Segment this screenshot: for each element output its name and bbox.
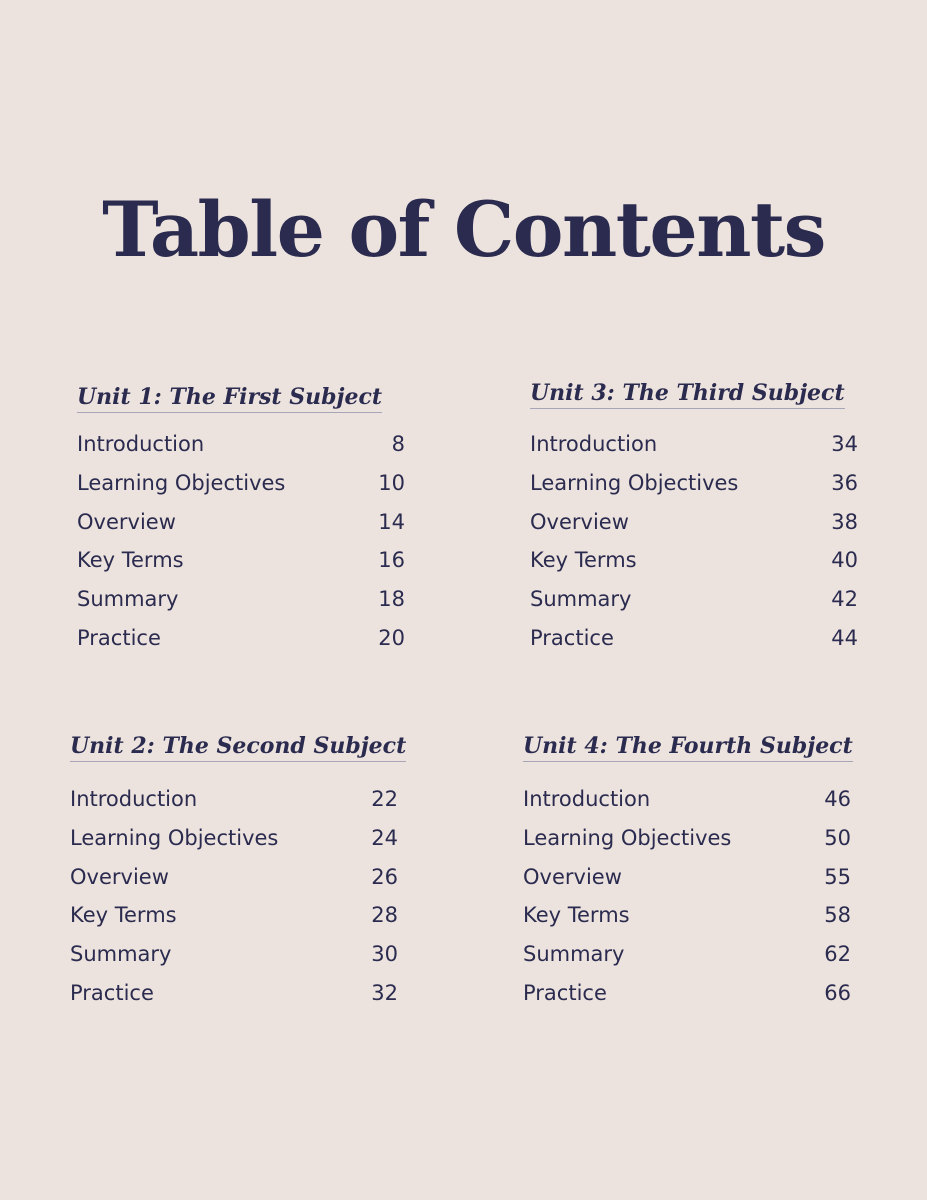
entry-label: Practice (523, 980, 607, 1005)
toc-entry[interactable] (70, 780, 398, 819)
page-title: Table of Contents (102, 185, 825, 274)
entry-page-number: 58 (824, 903, 851, 928)
entry-label: Learning Objectives (523, 825, 732, 850)
entry-label: Learning Objectives (530, 470, 739, 495)
unit-4-heading: Unit 4: The Fourth Subject (523, 731, 853, 762)
entry-label: Learning Objectives (70, 825, 279, 850)
entry-label: Introduction (70, 787, 198, 811)
entry-label: Introduction (523, 787, 651, 811)
toc-entry[interactable] (523, 935, 851, 974)
entry-label: Summary (77, 587, 179, 612)
toc-entry[interactable] (523, 896, 851, 935)
unit-2-entries (70, 780, 398, 1013)
entry-page-number: 50 (824, 825, 851, 850)
entry-page-number: 8 (391, 432, 405, 456)
entry-page-number: 32 (371, 980, 398, 1005)
toc-entry[interactable] (530, 580, 858, 619)
entry-label: Key Terms (70, 903, 177, 928)
toc-entry[interactable] (77, 619, 405, 658)
entry-label: Learning Objectives (77, 470, 286, 495)
toc-entry[interactable] (77, 503, 405, 542)
toc-entry[interactable] (70, 819, 398, 858)
toc-entry[interactable] (523, 819, 851, 858)
entry-page-number: 38 (831, 509, 858, 534)
toc-entry[interactable] (530, 503, 858, 542)
entry-page-number: 30 (371, 942, 398, 967)
entry-page-number: 55 (824, 864, 851, 889)
toc-entry[interactable] (77, 464, 405, 503)
unit-3-heading: Unit 3: The Third Subject (530, 378, 845, 409)
entry-label: Practice (70, 980, 154, 1005)
entry-page-number: 42 (831, 587, 858, 612)
unit-2-section (70, 731, 407, 1013)
toc-entry[interactable] (70, 896, 398, 935)
entry-label: Introduction (530, 432, 658, 456)
entry-page-number: 28 (371, 903, 398, 928)
entry-page-number: 34 (831, 432, 858, 456)
entry-page-number: 24 (371, 825, 398, 850)
unit-4-section (523, 731, 851, 1013)
entry-label: Key Terms (523, 903, 630, 928)
entry-label: Overview (77, 509, 176, 534)
entry-page-number: 14 (378, 509, 405, 534)
unit-4-entries (523, 780, 851, 1013)
entry-page-number: 26 (371, 864, 398, 889)
toc-entry[interactable] (523, 974, 851, 1013)
entry-page-number: 18 (378, 587, 405, 612)
toc-entry[interactable] (530, 464, 858, 503)
toc-entry[interactable] (530, 425, 858, 464)
entry-label: Summary (70, 942, 172, 967)
toc-entry[interactable] (77, 425, 405, 464)
entry-page-number: 22 (371, 787, 398, 811)
entry-page-number: 62 (824, 942, 851, 967)
entry-page-number: 36 (831, 470, 858, 495)
toc-entry[interactable] (70, 974, 398, 1013)
entry-label: Practice (530, 625, 614, 650)
toc-entry[interactable] (70, 935, 398, 974)
unit-3-entries (530, 425, 858, 658)
toc-entry[interactable] (523, 780, 851, 819)
entry-page-number: 46 (824, 787, 851, 811)
entry-label: Overview (530, 509, 629, 534)
unit-3-section (530, 378, 858, 658)
entry-label: Summary (523, 942, 625, 967)
entry-label: Key Terms (530, 548, 637, 573)
entry-page-number: 20 (378, 625, 405, 650)
entry-page-number: 66 (824, 980, 851, 1005)
unit-1-heading: Unit 1: The First Subject (77, 382, 382, 413)
entry-label: Introduction (77, 432, 205, 456)
unit-1-section (77, 382, 405, 658)
toc-entry[interactable] (77, 541, 405, 580)
toc-entry[interactable] (530, 541, 858, 580)
entry-page-number: 44 (831, 625, 858, 650)
entry-label: Practice (77, 625, 161, 650)
entry-page-number: 40 (831, 548, 858, 573)
entry-label: Key Terms (77, 548, 184, 573)
entry-label: Overview (70, 864, 169, 889)
unit-1-entries (77, 425, 405, 658)
entry-label: Overview (523, 864, 622, 889)
entry-page-number: 10 (378, 470, 405, 495)
unit-2-heading: Unit 2: The Second Subject (70, 731, 406, 762)
toc-entry[interactable] (70, 858, 398, 897)
toc-entry[interactable] (77, 580, 405, 619)
toc-entry[interactable] (530, 619, 858, 658)
entry-label: Summary (530, 587, 632, 612)
entry-page-number: 16 (378, 548, 405, 573)
toc-entry[interactable] (523, 858, 851, 897)
